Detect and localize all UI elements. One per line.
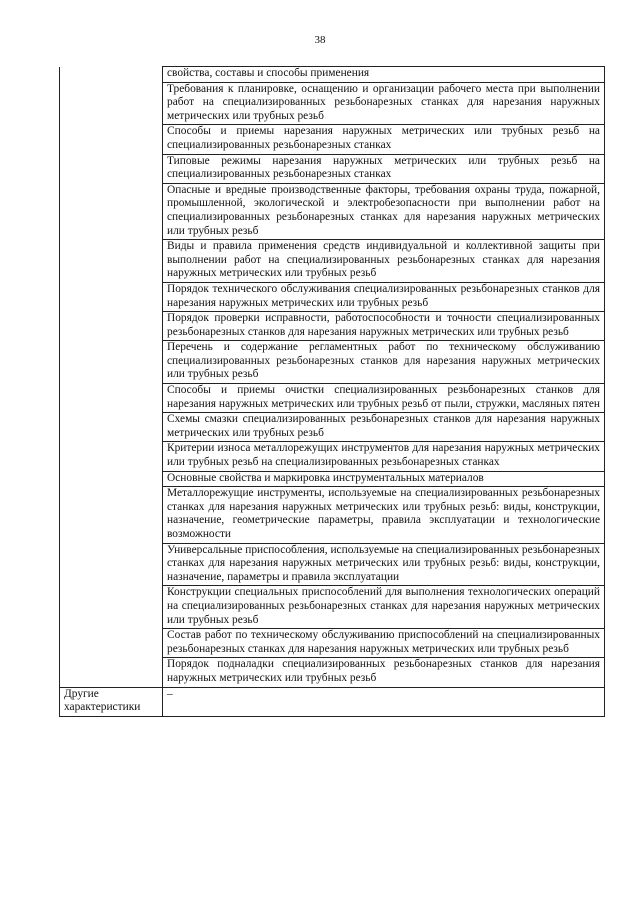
knowledge-item: Виды и правила применения средств индивидуальной и коллективной защиты при выполнении работ на специализированных резьбонарезных станках для нарезания наружных метрических или трубных резьб [163, 240, 605, 283]
knowledge-item: Перечень и содержание регламентных работ по техническому обслуживанию специализированных резьбонарезных станков для нарезания наружных метрических или трубных резьб [163, 341, 605, 384]
label-cell-empty [60, 67, 163, 688]
knowledge-item: Универсальные приспособления, используемые на специализированных резьбонарезных станках для нарезания наружных метрических или трубных резьб: виды, конструкции, назначение, параметры и правила эксплуатации [163, 543, 605, 586]
knowledge-item: Конструкции специальных приспособлений для выполнения технологических операций на специализированных резьбонарезных станках для нарезания наружных метрических или трубных резьб [163, 586, 605, 629]
knowledge-item: Порядок технического обслуживания специализированных резьбонарезных станков для нарезания наружных метрических или трубных резьб [163, 282, 605, 311]
requirements-table-body [60, 67, 605, 717]
table-row-other [60, 687, 605, 716]
requirements-table [59, 66, 605, 717]
page-number: 38 [314, 34, 326, 46]
knowledge-item: Состав работ по техническому обслуживанию приспособлений на специализированных резьбонарезных станках для нарезания наружных метрических или трубных резьб [163, 629, 605, 658]
other-characteristics-value: – [163, 687, 605, 716]
knowledge-item: Основные свойства и маркировка инструментальных материалов [163, 471, 605, 487]
knowledge-item: Способы и приемы очистки специализированных резьбонарезных станков для нарезания наружных метрических или трубных резьб от пыли, стружки, масляных пятен [163, 384, 605, 413]
knowledge-item: Схемы смазки специализированных резьбонарезных станков для нарезания наружных метрических или трубных резьб [163, 413, 605, 442]
knowledge-item: Критерии износа металлорежущих инструментов для нарезания наружных метрических или трубных резьб на специализированных резьбонарезных станках [163, 442, 605, 471]
knowledge-item: Порядок проверки исправности, работоспособности и точности специализированных резьбонарезных станков для нарезания наружных метрических или трубных резьб [163, 312, 605, 341]
knowledge-item: Способы и приемы нарезания наружных метрических или трубных резьб на специализированных резьбонарезных станках [163, 125, 605, 154]
knowledge-item: Опасные и вредные производственные факторы, требования охраны труда, пожарной, промышленной, экологической и электробезопасности при выполнении работ на специализированных резьбонарезных станках для нарезания наружных метрических или трубных резьб [163, 183, 605, 239]
other-characteristics-label: Другие характеристики [60, 687, 163, 716]
knowledge-item: Металлорежущие инструменты, используемые на специализированных резьбонарезных станках для нарезания наружных метрических или трубных резьб: виды, конструкции, назначение, геометрические параметры, правила эксплуатации и технологические возможности [163, 487, 605, 543]
knowledge-item: Типовые режимы нарезания наружных метрических или трубных резьб на специализированных резьбонарезных станках [163, 154, 605, 183]
knowledge-item: свойства, составы и способы применения [163, 67, 605, 83]
knowledge-item: Требования к планировке, оснащению и организации рабочего места при выполнении работ на специализированных резьбонарезных станках для нарезания наружных метрических или трубных резьб [163, 82, 605, 125]
table-row [60, 67, 605, 83]
knowledge-item: Порядок подналадки специализированных резьбонарезных станков для нарезания наружных метрических или трубных резьб [163, 658, 605, 687]
